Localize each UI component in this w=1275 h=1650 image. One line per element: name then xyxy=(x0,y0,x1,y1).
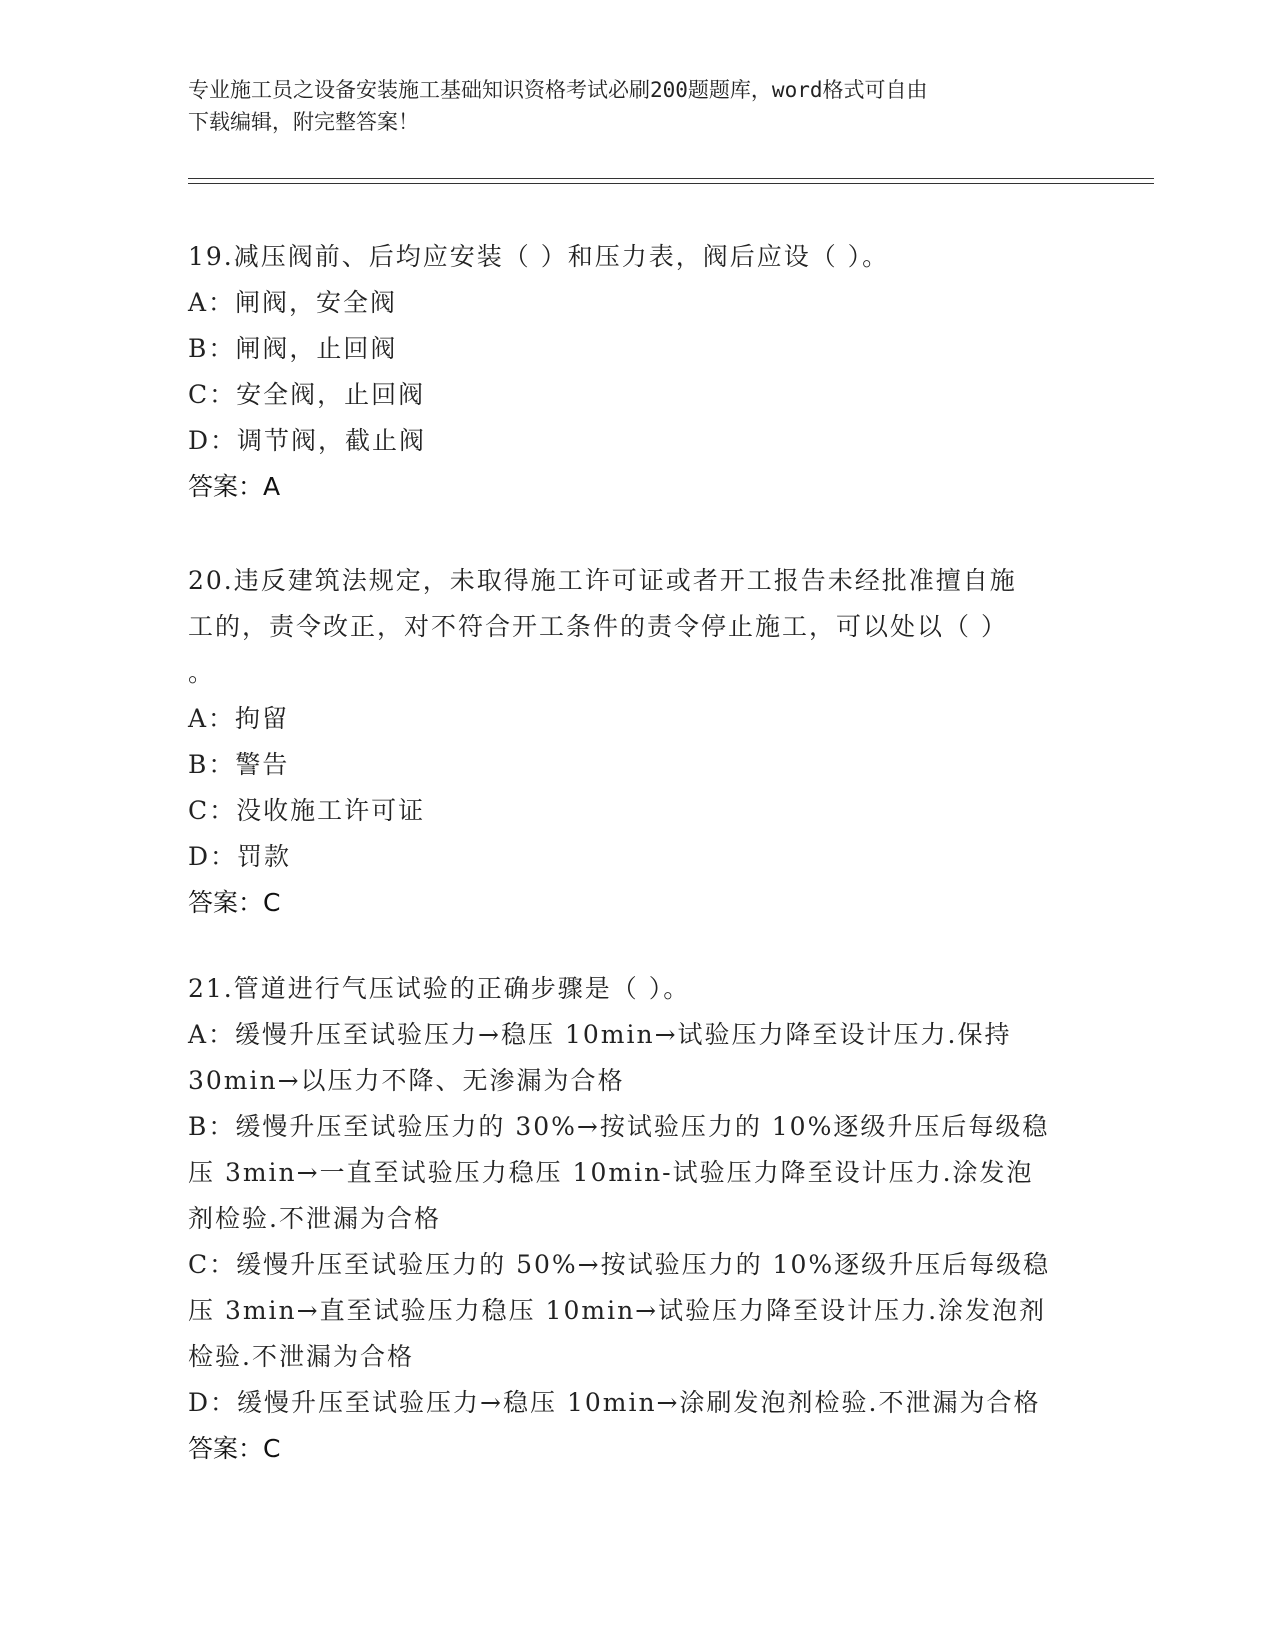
option-a-continued: 30min→以压力不降、无渗漏为合格 xyxy=(188,1066,625,1095)
header-line-2: 下载编辑，附完整答案！ xyxy=(188,110,419,134)
header-line-1: 专业施工员之设备安装施工基础知识资格考试必刷200题题库，word格式可自由 xyxy=(188,78,928,102)
question-stem: 20.违反建筑法规定，未取得施工许可证或者开工报告未经批准擅自施 xyxy=(188,566,1017,595)
option-c: C：缓慢升压至试验压力的 50%→按试验压力的 10%逐级升压后每级稳 xyxy=(188,1250,1051,1279)
question-stem: 工的，责令改正，对不符合开工条件的责令停止施工，可以处以（ ） xyxy=(188,612,1008,641)
question-21 xyxy=(188,966,1088,1472)
question-stem: 19.减压阀前、后均应安装（ ）和压力表，阀后应设（ ）。 xyxy=(188,242,890,271)
header-divider-top xyxy=(188,178,1154,179)
question-stem: 21.管道进行气压试验的正确步骤是（ ）。 xyxy=(188,974,691,1003)
document-header xyxy=(188,74,1088,138)
option-c: C：没收施工许可证 xyxy=(188,796,426,825)
question-19 xyxy=(188,234,1088,510)
option-c-continued: 压 3min→直至试验压力稳压 10min→试验压力降至设计压力.涂发泡剂 xyxy=(188,1296,1047,1325)
answer: 答案：A xyxy=(188,472,281,501)
question-20 xyxy=(188,558,1088,926)
option-a: A：拘留 xyxy=(188,704,290,733)
option-b: B：缓慢升压至试验压力的 30%→按试验压力的 10%逐级升压后每级稳 xyxy=(188,1112,1050,1141)
answer: 答案：C xyxy=(188,888,281,917)
option-b: B：警告 xyxy=(188,750,290,779)
option-d: D：调节阀，截止阀 xyxy=(188,426,427,455)
option-a: A：闸阀，安全阀 xyxy=(188,288,398,317)
option-b-continued: 压 3min→一直至试验压力稳压 10min-试验压力降至设计压力.涂发泡 xyxy=(188,1158,1034,1187)
option-d: D：缓慢升压至试验压力→稳压 10min→涂刷发泡剂检验.不泄漏为合格 xyxy=(188,1388,1041,1417)
option-c-continued: 检验.不泄漏为合格 xyxy=(188,1342,414,1371)
option-c: C：安全阀，止回阀 xyxy=(188,380,426,409)
option-b-continued: 剂检验.不泄漏为合格 xyxy=(188,1204,441,1233)
question-stem: 。 xyxy=(188,658,216,687)
option-d: D：罚款 xyxy=(188,842,292,871)
header-divider-bottom xyxy=(188,183,1154,184)
option-a: A：缓慢升压至试验压力→稳压 10min→试验压力降至设计压力.保持 xyxy=(188,1020,1012,1049)
answer: 答案：C xyxy=(188,1434,281,1463)
option-b: B：闸阀，止回阀 xyxy=(188,334,398,363)
